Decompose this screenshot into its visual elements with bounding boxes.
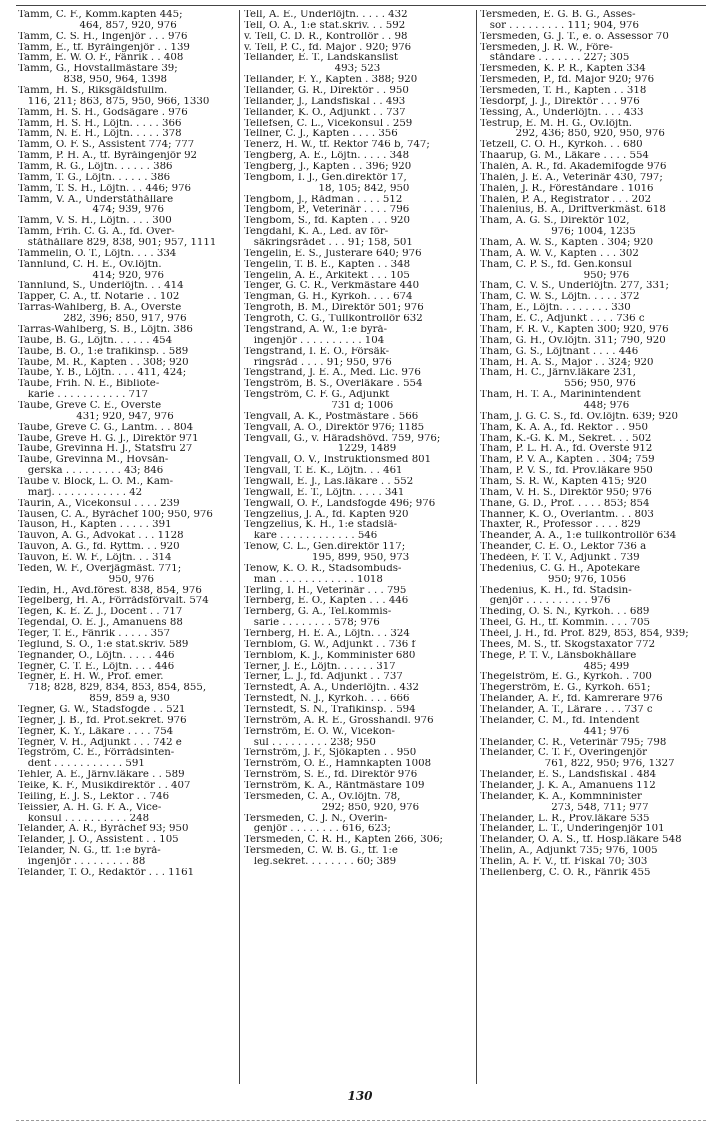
index-entry: Tegendal, O. E. J., Amanuens 88 <box>18 618 183 629</box>
index-entry: Ternblom, G. W., Adjunkt . . 736 f <box>244 639 416 650</box>
index-entry: Testrup, E. M. H. G., Öv.löjtn. <box>480 118 633 129</box>
index-entry: Tham, F. R. V., Kapten 300; 920, 976 <box>480 324 669 335</box>
index-entry: Ternström, J. F., Sjökapten . . 950 <box>244 748 417 759</box>
index-entry: Tellander, G. R., Direktör . . 950 <box>244 86 409 97</box>
index-entry: Tham, H. C., Järnv.läkare 231, <box>480 368 636 379</box>
index-entry: Tham, S. R. W., Kapten 415; 920 <box>480 476 647 487</box>
column-divider-1 <box>239 10 240 1084</box>
index-entry: 116, 211; 863, 875, 950, 966, 1330 <box>18 96 210 107</box>
index-entry: Tegnér, C. T. E., Löjtn. . . . 446 <box>18 661 175 672</box>
index-entry: Teger, T. E., Fänrik . . . . . 357 <box>18 628 171 639</box>
index-entry: Tamm, V. A., Underståthållare <box>18 194 174 205</box>
index-entry: Tengstrand, J. E. A., Med. Lic. 976 <box>244 368 421 379</box>
index-entry: Tengbom, J., Rådman . . . . 512 <box>244 194 403 205</box>
index-entry: sarie . . . . . . . . 578; 976 <box>244 618 380 629</box>
index-entry: Tegen, K. E. Z. J., Docent . . 717 <box>18 607 183 618</box>
index-entry: Tersmeden, C. J. N., Överin- <box>244 813 388 824</box>
index-entry: Ternberg, E. O., Kapten . . . 446 <box>244 596 409 607</box>
index-entry: Théel, J. H., fd. Prof. 829, 853, 854, 939; <box>480 628 689 639</box>
index-entry: Ternström, A. R. E., Grosshandl. 976 <box>244 715 434 726</box>
index-entry: Tersmeden, E. G. B. G., Asses- <box>480 10 636 20</box>
index-entry: Tham, E. C., Adjunkt . . . . 736 c <box>480 314 645 325</box>
index-entry: 859, 859 a, 930 <box>18 694 170 705</box>
index-entry: 485; 499 <box>480 661 630 672</box>
index-entry: Tegnér, J. B., fd. Prot.sekret. 976 <box>18 715 187 726</box>
index-entry: Tamm, V. S. H., Löjtn. . . . 300 <box>18 216 172 227</box>
index-entry: Tham, V. H. S., Direktör 950; 976 <box>480 487 652 498</box>
index-entry: v. Tell, C. D. R., Kontrollör . . 98 <box>244 31 408 42</box>
index-entry: Tham, H. T. A., Marinintendent <box>480 390 641 401</box>
index-entry: Theding, O. S. N., Kyrkoh. . . 689 <box>480 607 650 618</box>
index-entry: Tham, A. G. S., Direktör 102, <box>480 216 630 227</box>
index-entry: Teike, K. F., Musikdirektör . . 407 <box>18 781 191 792</box>
index-entry: Tham, P. L. H. A., fd. Överste 912 <box>480 444 653 455</box>
index-entry: Thelander, A. F., fd. Kamrerare 976 <box>480 694 663 705</box>
index-entry: Tengstrand, I. E. O., Försäk- <box>244 346 390 357</box>
index-entry: ståthållare 829, 838, 901; 957, 1111 <box>18 238 217 249</box>
index-entry: Telander, N. G., tf. 1:e byrå- <box>18 846 161 857</box>
index-entry: Tamm, H. S. H., Löjtn. . . . . 366 <box>18 118 182 129</box>
index-entry: man . . . . . . . . . . . . 1018 <box>244 574 383 585</box>
index-entry: Tersmeden, J. R. W., Före- <box>480 42 613 53</box>
index-entry: Thelander, L. R., Prov.läkare 535 <box>480 813 650 824</box>
index-entry: Tham, C. W. S., Löjtn. . . . . 372 <box>480 292 640 303</box>
index-entry: 431; 920, 947, 976 <box>18 411 174 422</box>
index-entry: genjör . . . . . . . . 616, 623; <box>244 824 391 835</box>
column-divider-2 <box>476 10 477 1084</box>
index-entry: Tessing, A., Underlöjtn. . . . 433 <box>480 107 644 118</box>
index-entry: Taube, M. R., Kapten . . 308; 920 <box>18 357 189 368</box>
index-entry: Ternstedt, N. J., Kyrkoh. . . . 666 <box>244 694 410 705</box>
index-entry: Tenow, K. O. R., Stadsombuds- <box>244 563 402 574</box>
index-entry: Tengvall, T. E. K., Löjtn. . . 461 <box>244 466 403 477</box>
index-entry: Teden, W. F., Överjägmäst. 771; <box>18 563 182 574</box>
index-entry: Taurin, A., Vicekonsul . . . . 239 <box>18 498 180 509</box>
bottom-rule <box>16 1120 706 1121</box>
index-entry: 838, 950, 964, 1398 <box>18 75 168 86</box>
index-entry: Tham, A. W. V., Kapten . . . 302 <box>480 248 639 259</box>
index-entry: 718; 828, 829, 834, 853, 854, 855, <box>18 683 207 694</box>
index-entry: Tellander, K. O., Adjunkt . . 737 <box>244 107 406 118</box>
index-entry: Tenger, G. C. R., Verkmästare 440 <box>244 281 420 292</box>
index-entry: Tersmeden, K. P. R., Kapten 334 <box>480 64 646 75</box>
index-entry: Telander, T. O., Redaktör . . . 1161 <box>18 867 195 878</box>
index-entry: Ternström, K. A., Räntmästare 109 <box>244 781 425 792</box>
index-entry: Tetzell, C. O. H., Kyrkoh. . . 680 <box>480 140 643 151</box>
index-entry: Teissier, A. H. G. F. A., Vice- <box>18 802 162 813</box>
index-entry: karie . . . . . . . . . . . 717 <box>18 390 149 401</box>
index-entry: Tamm, E. W. O. F., Fänrik . . 408 <box>18 53 184 64</box>
index-entry: Tham, E., Löjtn. . . . . . . . 330 <box>480 303 631 314</box>
index-entry: 950; 976 <box>480 270 630 281</box>
index-entry: Tegnér, K. Y., Läkare . . . . 754 <box>18 726 174 737</box>
index-entry: Terling, I. H., Veterinär . . . 795 <box>244 585 407 596</box>
index-entry: Tegström, C. E., Förrådsinten- <box>18 748 175 759</box>
index-entry: Tellander, E. T., Landskanslist <box>244 53 398 64</box>
index-entry: 441; 976 <box>480 726 630 737</box>
index-entry: 273, 548, 711; 977 <box>480 802 649 813</box>
index-entry: sor . . . . . . . . . 111; 904, 976 <box>480 20 639 31</box>
index-entry: Taube, Grevinna M., Hovsån- <box>18 455 169 466</box>
index-entry: konsul . . . . . . . . . . 248 <box>18 813 150 824</box>
index-entry: Taube v. Block, L. O. M., Kam- <box>18 476 174 487</box>
page-number: 130 <box>347 1089 373 1103</box>
index-entry: 731 d; 1006 <box>244 400 394 411</box>
index-entry: Theel, G. H., tf. Kommin. . . . 705 <box>480 618 650 629</box>
index-entry: Tham, K. A. A., fd. Rektor . . 950 <box>480 422 648 433</box>
index-entry: Taube, B. G., Löjtn. . . . . . 454 <box>18 335 173 346</box>
index-entry: Tausen, C. A., Byråchef 100; 950, 976 <box>18 509 213 520</box>
index-entry: Tengbom, I. J., Gen.direktör 17, <box>244 172 407 183</box>
index-entry: 976; 1004, 1235 <box>480 227 636 238</box>
index-entry: Tengstrand, A. W., 1:e byrå- <box>244 324 388 335</box>
index-entry: dent . . . . . . . . . . . 591 <box>18 759 145 770</box>
index-entry: Tengström, C. F. G., Adjunkt <box>244 390 390 401</box>
index-entry: Teglund, S. O., 1:e stat.skriv. 589 <box>18 639 189 650</box>
index-entry: Tamm, Frih. C. G. A., fd. Över- <box>18 227 175 238</box>
index-entry: Tamm, H. S., Riksgäldsfullm. <box>18 86 168 97</box>
index-entry: Tamm, G., Hovstallmästare 39; <box>18 64 178 75</box>
index-entry: Taube, Grevinna H. J., Statsfru 27 <box>18 444 193 455</box>
index-entry: ingenjör . . . . . . . . . 88 <box>18 857 146 868</box>
index-entry: Thalén, P. A., Registrator . . . 202 <box>480 194 652 205</box>
index-entry: Tersmeden, C. W. B. G., tf. 1:e <box>244 846 398 857</box>
index-entry: Thedenius, C. G. H., Apotekare <box>480 563 641 574</box>
index-entry: Tenow, C. L., Gen.direktör 117; <box>244 542 406 553</box>
index-entry: Tham, G. S., Löjtnant . . . . 446 <box>480 346 639 357</box>
index-entry: Tauson, H., Kapten . . . . . 391 <box>18 520 172 531</box>
index-entry: Tengroth, B. M., Direktör 501; 976 <box>244 303 424 314</box>
index-entry: Thelander, O. A. S., tf. Hosp.läkare 548 <box>480 835 682 846</box>
index-entry: Theander, A. A., 1:e tullkontrollör 634 <box>480 531 677 542</box>
index-entry: 493; 523 <box>244 64 381 75</box>
index-column-1 <box>18 10 236 1084</box>
index-entry: Tham, H. A. S., Major . . 324; 920 <box>480 357 654 368</box>
index-entry: Tham, C. V. S., Underlöjtn. 277, 331; <box>480 281 669 292</box>
index-entry: Tham, P. V. S., fd. Prov.läkare 950 <box>480 466 653 477</box>
index-entry: 292, 436; 850, 920, 950, 976 <box>480 129 665 140</box>
index-entry: Tedin, H., Avd.förest. 838, 854, 976 <box>18 585 202 596</box>
index-entry: Ternström, S. E., fd. Direktör 976 <box>244 770 418 781</box>
index-entry: Tengwall, E. J., Las.läkare . . 552 <box>244 476 414 487</box>
index-entry: Tengelin, Å. E., Arkitekt . . . 105 <box>244 270 410 281</box>
index-column-3 <box>480 10 710 1084</box>
index-entry: Terner, L. J., fd. Adjunkt . . 737 <box>244 672 403 683</box>
index-entry: Tengelin, T. B. E., Kapten . . 348 <box>244 259 411 270</box>
index-entry: Tegnér, V. H., Adjunkt . . . 742 e <box>18 737 182 748</box>
index-entry: Taube, Frih. N. E., Bibliote- <box>18 379 160 390</box>
index-entry: Tengberg, A. E., Löjtn. . . . . 348 <box>244 151 410 162</box>
index-entry: Tengvall, O. V., Instruktionsmed 801 <box>244 455 432 466</box>
index-entry: Ternström, O. E., Hamnkapten 1008 <box>244 759 432 770</box>
index-entry: genjör . . . . . . . . . . 976 <box>480 596 611 607</box>
index-entry: Tengzelius, K. H., 1:e stadslä- <box>244 520 398 531</box>
index-entry: Tarras-Wahlberg, B. A., Överste <box>18 303 182 314</box>
index-entry: 950; 976, 1056 <box>480 574 626 585</box>
index-entry: Taube, Y. B., Löjtn. . . . 411, 424; <box>18 368 187 379</box>
index-entry: Tham, P. V. A., Kapten . . 304; 759 <box>480 455 655 466</box>
index-entry: Thedéen, F. T. V., Adjunkt . 739 <box>480 552 640 563</box>
index-entry: Thelander, K. A., Kommninister <box>480 791 642 802</box>
index-entry: Tengbom, S., fd. Kapten . . . 920 <box>244 216 411 227</box>
index-entry: Tamm, C. S. H., Ingenjör . . . 976 <box>18 31 188 42</box>
index-entry: Thane, G. D., Prof. . . . . 853; 854 <box>480 498 650 509</box>
index-entry: Tellefsen, C. L., Vicekonsul . 259 <box>244 118 413 129</box>
index-entry: 292; 850, 920, 976 <box>244 802 420 813</box>
index-entry: Tegelberg, H. A., Förrådsförvalt. 574 <box>18 596 209 607</box>
index-entry: Tamm, E., tf. Byråingenjör . . 139 <box>18 42 190 53</box>
index-entry: Tamm, R. G., Löjtn. . . . . . 386 <box>18 162 173 173</box>
index-entry: Ternstedt, A. A., Underlöjtn. . 432 <box>244 683 419 694</box>
index-entry: Thaarup, G. M., Läkare . . . . 554 <box>480 151 649 162</box>
top-rule <box>16 5 706 6</box>
index-entry: Thellenberg, C. O. R., Fänrik 455 <box>480 867 651 878</box>
index-entry: Thedenius, K. H., fd. Stadsin- <box>480 585 632 596</box>
index-entry: Tellander, J., Landsfiskal . . 493 <box>244 96 406 107</box>
index-entry: Tauvon, A. G., fd. Ryttm. . . 920 <box>18 542 180 553</box>
index-entry: Thalén, J. E. A., Veterinär 430, 797; <box>480 172 663 183</box>
index-entry: Tegnér, E. H. W., Prof. emer. <box>18 672 164 683</box>
index-entry: Tengvall, A. O., Direktör 976; 1185 <box>244 422 425 433</box>
index-entry: Telander, A. R., Byråchef 93; 950 <box>18 824 189 835</box>
index-entry: Tengelin, E. S., Justerare 640; 976 <box>244 248 422 259</box>
index-entry: kare . . . . . . . . . . . . 546 <box>244 531 378 542</box>
index-entry: 950, 976 <box>18 574 155 585</box>
index-entry: Taube, Greve C. E., Överste <box>18 400 162 411</box>
index-entry: Theander, C. E. O., Lektor 736 a <box>480 542 647 553</box>
index-entry: Tellander, F. Y., Kapten . 388; 920 <box>244 75 418 86</box>
index-entry: Thees, M. S., tf. Skogstaxator 772 <box>480 639 656 650</box>
index-entry: Tengvall, A. K., Postmästare . 566 <box>244 411 419 422</box>
index-entry: Tengberg, J., Kapten . . 396; 920 <box>244 162 412 173</box>
index-entry: 474; 939, 976 <box>18 205 164 216</box>
index-entry: Thelander, C. M., fd. Intendent <box>480 715 640 726</box>
index-entry: Tamm, P. H. A., tf. Byråingenjör 92 <box>18 151 198 162</box>
index-entry: Terner, J. E., Löjtn. . . . . . 317 <box>244 661 396 672</box>
index-entry: Tesdorpf, J. J., Direktör . . . 976 <box>480 96 640 107</box>
index-entry: Tannlund, C. H. E., Öv.löjtn. <box>18 259 162 270</box>
index-entry: v. Tell, P. C., fd. Major . 920; 976 <box>244 42 412 53</box>
index-entry: Tell, A. E., Underlöjtn. . . . . 432 <box>244 10 408 20</box>
index-entry: Tham, C. P. S., fd. Gen.konsul <box>480 259 632 270</box>
index-entry: Telander, J. O., Assistent . . 105 <box>18 835 179 846</box>
index-entry: Tersmeden, C. A., Öv.löjtn. 78, <box>244 791 401 802</box>
index-entry: 464, 857, 920, 976 <box>18 20 177 31</box>
index-entry: Tham, G. H., Öv.löjtn. 311; 790, 920 <box>480 335 666 346</box>
index-entry: Thelander, E. S., Landsfiskal . 484 <box>480 770 657 781</box>
index-entry: Tham, K.-G. K. M., Sekret. . . 502 <box>480 433 652 444</box>
index-entry: Thelander, J. K. A., Amanuens 112 <box>480 781 656 792</box>
index-entry: ringsråd . . . . 91; 950, 976 <box>244 357 392 368</box>
index-entry: gerska . . . . . . . . . 43; 846 <box>18 466 164 477</box>
index-entry: Thelin, A., Adjunkt 735; 976, 1005 <box>480 846 658 857</box>
index-entry: Tamm, T. G., Löjtn. . . . . . 386 <box>18 172 171 183</box>
index-entry: Teiling, E. J. S., Lektor . . 746 <box>18 791 170 802</box>
index-entry: Tersmeden, C. R. H., Kapten 266, 306; <box>244 835 443 846</box>
index-entry: Thegelström, E. G., Kyrkoh. . 700 <box>480 672 652 683</box>
index-entry: 556; 950, 976 <box>480 379 636 390</box>
index-entry: Thanner, K. O., Överlantm. . . 803 <box>480 509 654 520</box>
index-column-2 <box>244 10 473 1084</box>
index-entry: Thelin, A. F. V., tf. Fiskal 70; 303 <box>480 857 648 868</box>
index-entry: Tengwall, O. F., Landsfogde 496; 976 <box>244 498 436 509</box>
index-entry: Tauvon, E. W. F., Löjtn. . . 314 <box>18 552 172 563</box>
index-entry: Tengström, B. S., Överläkare . 554 <box>244 379 423 390</box>
index-entry: ståndare . . . . . . . 227; 305 <box>480 53 630 64</box>
index-entry: Taube, Greve H. G. J., Direktör 971 <box>18 433 199 444</box>
index-entry: Thege, P. T. V., Länsbokhållare <box>480 650 637 661</box>
index-entry: Tegnander, O., Löjtn. . . . . 446 <box>18 650 175 661</box>
index-entry: Tegner, G. W., Stadsfogde . . 521 <box>18 705 186 715</box>
index-entry: Tellner, C. J., Kapten . . . . 356 <box>244 129 398 140</box>
index-entry: 195, 899, 950, 973 <box>244 552 410 563</box>
index-entry: Tham, A. W. S., Kapten . 304; 920 <box>480 238 654 249</box>
index-entry: Tamm, H. S. H., Godsägare . 976 <box>18 107 188 118</box>
index-entry: leg.sekret. . . . . . . . 60; 389 <box>244 857 397 868</box>
index-entry: Thelander, C. T. F., Överingenjör <box>480 748 648 759</box>
index-entry: 761, 822, 950; 976, 1327 <box>480 759 675 770</box>
index-entry: Tannlund, S., Underlöjtn. . . 414 <box>18 281 184 292</box>
index-entry: Tehler, A. E., Järnv.läkare . . 589 <box>18 770 185 781</box>
index-entry: Thalenius, B. A., Driftverkmäst. 618 <box>480 205 666 216</box>
index-entry: Tengvall, G., v. Häradshövd. 759, 976; <box>244 433 441 444</box>
index-page <box>18 10 710 1084</box>
index-entry: Tarras-Wahlberg, S. B., Löjtn. 386 <box>18 324 193 335</box>
index-entry: Taube, B. O., 1:e trafikinsp. . 589 <box>18 346 189 357</box>
index-entry: Tersmeden, T. H., Kapten . . 318 <box>480 86 647 97</box>
index-entry: Thelander, L. T., Underingenjör 101 <box>480 824 665 835</box>
index-entry: Ternberg, G. A., Tel.kommis- <box>244 607 392 618</box>
index-entry: Ternberg, H. E. A., Löjtn. . . 324 <box>244 628 410 639</box>
index-entry: 1229, 1489 <box>244 444 397 455</box>
index-entry: 448; 976 <box>480 400 630 411</box>
index-entry: Tengbom, P., Veterinär . . . . 796 <box>244 205 410 216</box>
index-entry: 414; 920, 976 <box>18 270 164 281</box>
index-entry: Thaxter, R., Professor . . . . 829 <box>480 520 641 531</box>
index-entry: säkringsrådet . . . 91; 158, 501 <box>244 238 413 249</box>
index-entry: Ternstedt, S. N., Trafikinsp. . 594 <box>244 705 416 715</box>
index-entry: Tauvon, A. G., Advokat . . . 1128 <box>18 531 184 542</box>
index-entry: Tersmeden, G. J. T., e. o. Assessor 70 <box>480 31 669 42</box>
index-entry: Thegerström, E. G., Kyrkoh. 651; <box>480 683 651 694</box>
index-entry: Tengroth, C. G., Tullkontrollör 632 <box>244 314 423 325</box>
index-entry: Tham, J. G. C. S., fd. Öv.löjtn. 639; 920 <box>480 411 678 422</box>
index-entry: Thalén, J. R., Föreståndare . 1016 <box>480 183 654 194</box>
index-entry: Thalén, A. R., fd. Akademifogde 976 <box>480 162 667 173</box>
index-entry: Ternström, E. O. W., Vicekon- <box>244 726 395 737</box>
index-entry: Tell, O. A., 1:e stat.skriv. . . 592 <box>244 20 406 31</box>
index-entry: marj. . . . . . . . . . . . 42 <box>18 487 143 498</box>
index-entry: Tamm, O. F. S., Assistent 774; 777 <box>18 140 195 151</box>
index-entry: 282, 396; 850, 917, 976 <box>18 314 187 325</box>
index-entry: Tersmeden, P., fd. Major 920; 976 <box>480 75 655 86</box>
index-entry: Tammelin, Ö. T., Löjtn. . . . 334 <box>18 248 177 259</box>
index-entry: Thelander, C. R., Veterinär 795; 798 <box>480 737 667 748</box>
index-entry: ingenjör . . . . . . . . . . 104 <box>244 335 385 346</box>
index-entry: sul . . . . . . . . . 238; 950 <box>244 737 376 748</box>
index-entry: Ternblom, K. J., Komminister 680 <box>244 650 416 661</box>
index-entry: Tenerz, H. W., tf. Rektor 746 b, 747; <box>244 140 430 151</box>
index-entry: Tengdahl, K. A., Led. av för- <box>244 227 389 238</box>
index-entry: Tamm, N. E. H., Löjtn. . . . . 378 <box>18 129 182 140</box>
index-entry: Tamm, T. S. H., Löjtn. . . 446; 976 <box>18 183 192 194</box>
index-entry: Taube, Greve C. G., Lantm. . . 804 <box>18 422 194 433</box>
index-entry: Tengzelius, J. A., fd. Kapten 920 <box>244 509 409 520</box>
index-entry: Tengwall, E. T., Löjtn. . . . . 341 <box>244 487 405 498</box>
index-entry: Tamm, C. F., Komm.kapten 445; <box>18 10 183 20</box>
index-entry: Tapper, C. A., tf. Notarie . . 102 <box>18 292 180 303</box>
index-entry: Tengman, G. H., Kyrkoh. . . . 674 <box>244 292 413 303</box>
index-entry: 18, 105; 842, 950 <box>244 183 410 194</box>
index-entry: Thelander, A. T., Lärare . . . 737 c <box>480 705 653 715</box>
